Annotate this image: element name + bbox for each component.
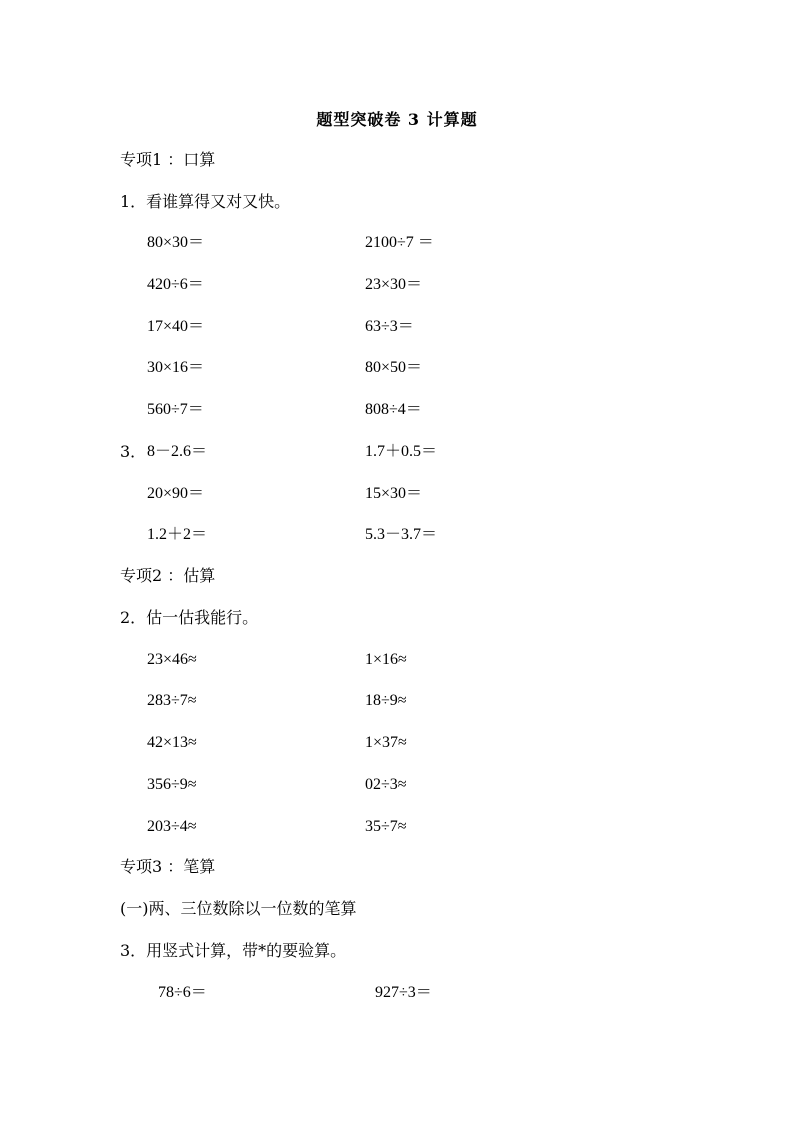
q2-item: 18÷9≈	[365, 692, 407, 709]
written-calc-item: 927÷3＝	[375, 984, 432, 1001]
page-title: 题型突破卷 3 计算题	[316, 110, 478, 129]
q3-item: 15×30＝	[365, 485, 423, 502]
q1-item: 80×50＝	[365, 359, 423, 376]
q3-item: 8－2.6＝	[147, 443, 208, 460]
q1-item: 30×16＝	[147, 359, 205, 376]
q1-item: 63÷3＝	[365, 318, 414, 335]
section3-heading: 专项3 ：笔算	[120, 857, 216, 876]
q1-item: 560÷7＝	[147, 401, 204, 418]
q1-item: 80×30＝	[147, 234, 205, 251]
q2-item: 356÷9≈	[147, 776, 197, 793]
q2-item: 283÷7≈	[147, 692, 197, 709]
section3-subheading: (一)两、三位数除以一位数的笔算	[120, 899, 357, 918]
written-calc-item: 78÷6＝	[158, 984, 207, 1001]
q1-item: 23×30＝	[365, 276, 423, 293]
q2-item: 203÷4≈	[147, 818, 197, 835]
q1-item: 420÷6＝	[147, 276, 204, 293]
q1-item: 808÷4＝	[365, 401, 422, 418]
q3-item: 1.2＋2＝	[147, 526, 208, 543]
q1-item: 2100÷7 ＝	[365, 234, 434, 251]
q2-item: 02÷3≈	[365, 776, 407, 793]
q3-prefix: 3．	[120, 442, 147, 461]
q3-item: 5.3－3.7＝	[365, 526, 438, 543]
q3-written-label: 3．用竖式计算，带*的要验算。	[120, 941, 347, 960]
q2-item: 35÷7≈	[365, 818, 407, 835]
q2-item: 1×37≈	[365, 734, 407, 751]
section2-heading: 专项2 ：估算	[120, 566, 216, 585]
q3-item: 20×90＝	[147, 485, 205, 502]
q1-label: 1．看谁算得又对又快。	[120, 192, 291, 211]
q2-item: 1×16≈	[365, 651, 407, 668]
q2-item: 42×13≈	[147, 734, 197, 751]
q2-item: 23×46≈	[147, 651, 197, 668]
q1-item: 17×40＝	[147, 318, 205, 335]
section1-heading: 专项1 ：口算	[120, 150, 216, 169]
q3-item: 1.7＋0.5＝	[365, 443, 438, 460]
q2-label: 2．估一估我能行。	[120, 608, 259, 627]
